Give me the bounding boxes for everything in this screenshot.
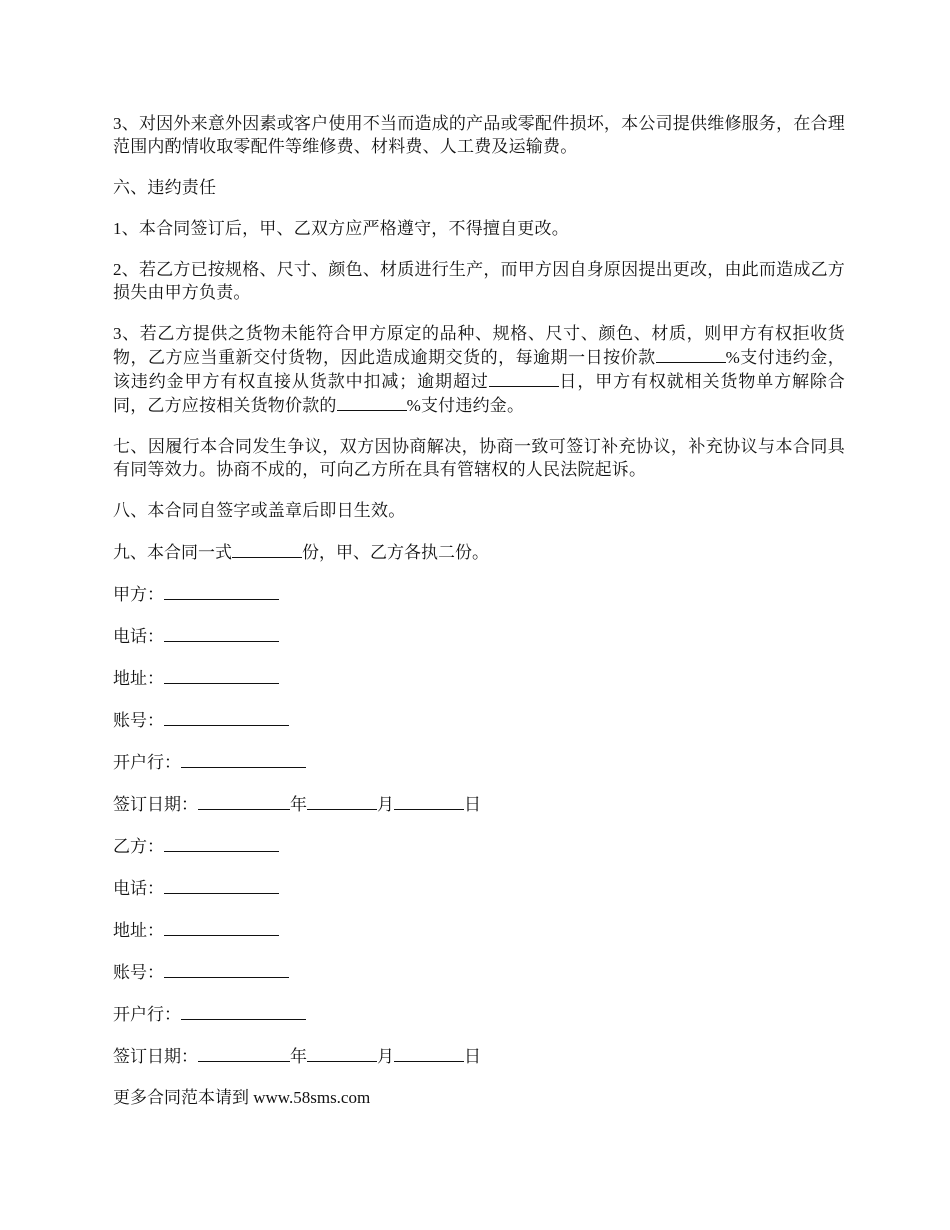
section-9-copies	[113, 540, 845, 564]
party-b-address-label: 地址：	[113, 921, 164, 940]
party-a-bank-label: 开户行：	[113, 753, 181, 772]
party-b-year-blank[interactable]	[198, 1044, 290, 1062]
section-6-item-1: 1、本合同签订后，甲、乙双方应严格遵守，不得擅自更改。	[113, 219, 569, 238]
party-a-date-label: 签订日期：	[113, 795, 198, 814]
party-b-phone-label: 电话：	[113, 879, 164, 898]
party-a-account-row	[113, 708, 845, 732]
party-b-account-row	[113, 960, 845, 984]
party-a-day-blank[interactable]	[394, 792, 464, 810]
footer-more-templates: 更多合同范本请到 www.58sms.com	[113, 1088, 371, 1107]
party-a-month-blank[interactable]	[307, 792, 377, 810]
termination-rate-blank[interactable]	[337, 393, 407, 411]
party-b-name-blank[interactable]	[164, 834, 279, 852]
party-b-account-blank[interactable]	[164, 960, 289, 978]
clause-repair-service: 3、对因外来意外因素或客户使用不当而造成的产品或零配件损坏，本公司提供维修服务，在合理范围内酌情收取零配件等维修费、材料费、人工费及运输费。	[113, 114, 845, 156]
party-b-month-label: 月	[377, 1047, 394, 1066]
party-a-bank-blank[interactable]	[181, 750, 306, 768]
party-b-bank-row	[113, 1002, 845, 1026]
party-a-year-label: 年	[290, 795, 307, 814]
party-b-day-blank[interactable]	[394, 1044, 464, 1062]
section-6-item-2: 2、若乙方已按规格、尺寸、颜色、材质进行生产，而甲方因自身原因提出更改，由此而造成乙方损失由甲方负责。	[113, 260, 845, 302]
item-3-text-3: 日，甲方有权就相关货物单方解除合同，乙方应按相关货物价款的	[113, 372, 846, 415]
party-a-day-label: 日	[464, 795, 481, 814]
party-b-date-row	[113, 1044, 845, 1068]
party-b-day-label: 日	[464, 1047, 481, 1066]
item-3-text-4: %支付违约金。	[406, 396, 525, 415]
party-b-name-label: 乙方：	[113, 837, 164, 856]
section-7-dispute: 七、因履行本合同发生争议，双方因协商解决，协商一致可签订补充协议，补充协议与本合同具有同等效力。协商不成的，可向乙方所在具有管辖权的人民法院起诉。	[113, 437, 845, 479]
section-6-title: 六、违约责任	[113, 178, 217, 197]
party-b-address-row	[113, 918, 845, 942]
item-3-text-1: 3、若乙方提供之货物未能符合甲方原定的品种、规格、尺寸、颜色、材质，则甲方有权拒收货物，乙方应当重新交付货物，因此造成逾期交货的，每逾期一日按价款	[113, 324, 845, 367]
party-a-bank-row	[113, 750, 845, 774]
party-a-year-blank[interactable]	[198, 792, 290, 810]
party-a-phone-blank[interactable]	[164, 624, 279, 642]
party-a-address-row	[113, 666, 845, 690]
item-3-text-2: %支付违约金，该违约金甲方有权直接从货款中扣减；逾期超过	[113, 348, 846, 391]
party-a-name-row	[113, 582, 845, 606]
section-8-effective: 八、本合同自签字或盖章后即日生效。	[113, 501, 406, 520]
section-9-text-1: 九、本合同一式	[113, 543, 232, 562]
party-b-address-blank[interactable]	[164, 918, 279, 936]
party-b-bank-blank[interactable]	[181, 1002, 306, 1020]
party-a-name-label: 甲方：	[113, 585, 164, 604]
party-a-name-blank[interactable]	[164, 582, 279, 600]
party-b-phone-blank[interactable]	[164, 876, 279, 894]
section-9-text-2: 份，甲、乙方各执二份。	[302, 543, 489, 562]
penalty-rate-blank[interactable]	[656, 345, 726, 363]
contract-page	[113, 112, 845, 1109]
party-a-address-label: 地址：	[113, 669, 164, 688]
party-a-date-row	[113, 792, 845, 816]
party-a-phone-label: 电话：	[113, 627, 164, 646]
party-a-address-blank[interactable]	[164, 666, 279, 684]
party-b-name-row	[113, 834, 845, 858]
party-b-year-label: 年	[290, 1047, 307, 1066]
overdue-days-blank[interactable]	[489, 369, 559, 387]
party-a-account-label: 账号：	[113, 711, 164, 730]
section-6-item-3	[113, 322, 845, 417]
party-a-account-blank[interactable]	[164, 708, 289, 726]
party-b-date-label: 签订日期：	[113, 1047, 198, 1066]
party-b-phone-row	[113, 876, 845, 900]
copies-count-blank[interactable]	[232, 540, 302, 558]
party-b-month-blank[interactable]	[307, 1044, 377, 1062]
party-a-phone-row	[113, 624, 845, 648]
party-b-bank-label: 开户行：	[113, 1005, 181, 1024]
party-a-month-label: 月	[377, 795, 394, 814]
party-b-account-label: 账号：	[113, 963, 164, 982]
